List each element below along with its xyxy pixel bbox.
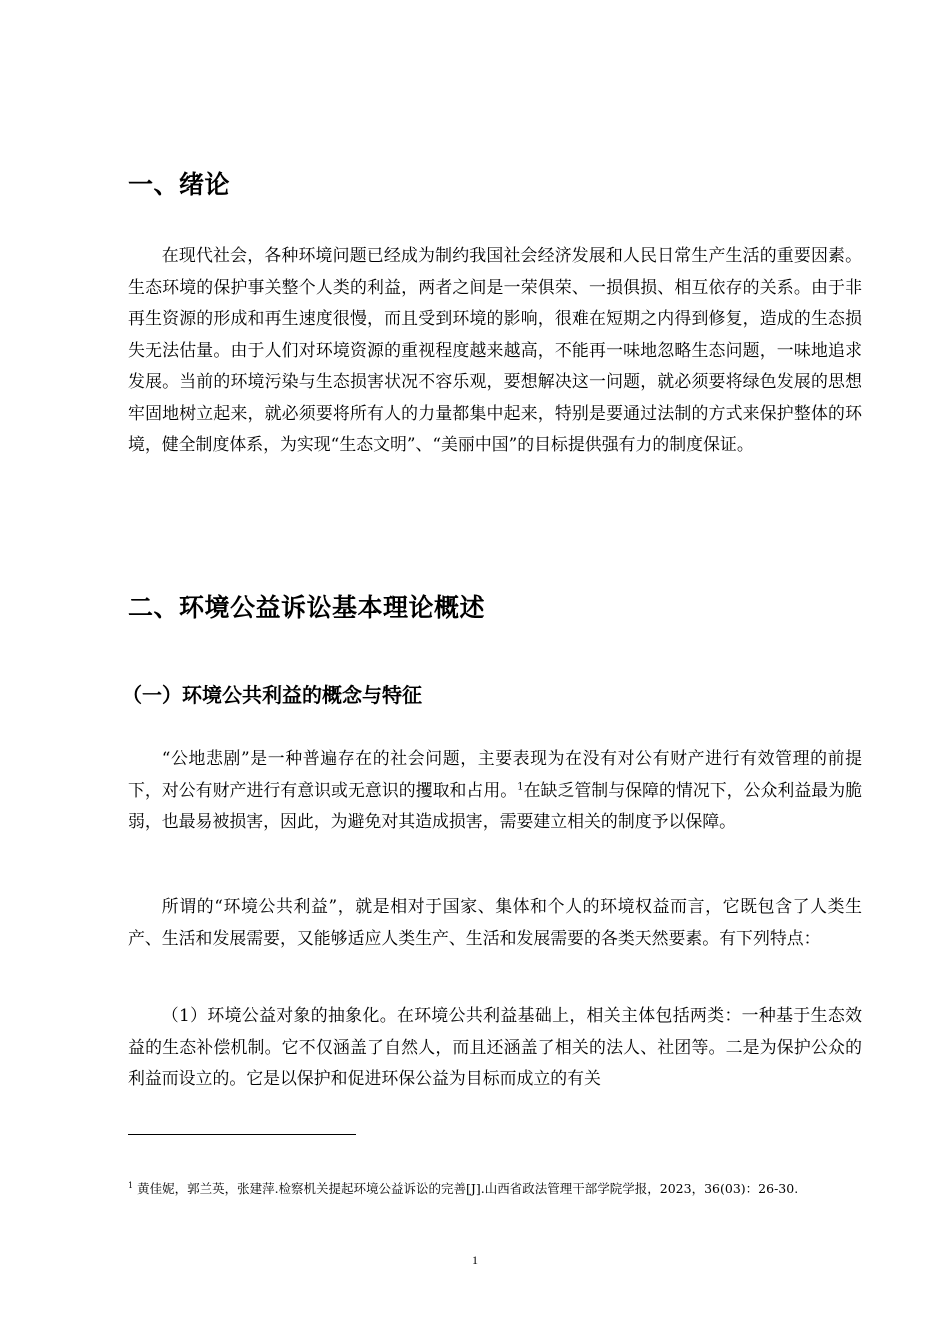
paragraph-feature-1: （1）环境公益对象的抽象化。在环境公共利益基础上，相关主体包括两类：一种基于生态效益的生态补偿机制。它不仅涵盖了自然人，而且还涵盖了相关的法人、社团等。二是为保护公众的利益而设立的。它是以保护和促进环保公益为目标而成立的有关	[128, 1005, 862, 1088]
footnote-text: 黄佳妮，郭兰英，张建萍.检察机关提起环境公益诉讼的完善[J].山西省政法管理干部学院学报，2023，36(03)：26-30.	[133, 1181, 799, 1197]
section-heading-theory: 二、环境公益诉讼基本理论概述	[128, 593, 486, 622]
paragraph-text: 在缺乏管制与保障的情况下，公众利益最为脆弱，也最易被损害，因此，为避免对其造成损害，需要建立相关的制度予以保障。	[128, 779, 863, 831]
section-heading-introduction: 一、绪论	[128, 170, 231, 199]
footnote-separator	[128, 1134, 356, 1135]
subsection-heading: （一）环境公共利益的概念与特征	[122, 683, 422, 707]
intro-paragraph: 在现代社会，各种环境问题已经成为制约我国社会经济发展和人民日常生产生活的重要因素。生态环境的保护事关整个人类的利益，两者之间是一荣俱荣、一损俱损、相互依存的关系。由于非再生资源的形成和再生速度很慢，而且受到环境的影响，很难在短期之内得到修复，造成的生态损失无法估量。由于人们对环境资源的重视程度越来越高，不能再一味地忽略生态问题，一味地追求发展。当前的环境污染与生态损害状况不容乐观，要想解决这一问题，就必须要将绿色发展的思想牢固地树立起来，就必须要将所有人的力量都集中起来，特别是要通过法制的方式来保护整体的环境，健全制度体系，为实现“生态文明”、“美丽中国”的目标提供强有力的制度保证。	[128, 245, 862, 454]
footnote-reference[interactable]: 1	[517, 780, 524, 792]
paragraph-tragedy-of-commons	[128, 743, 862, 838]
paragraph-text: “公地悲剧”是一种普遍存在的社会问题，主要表现为在没有对公有财产进行有效管理的前提下，对公有财产进行有意识或无意识的攫取和占用。	[128, 748, 862, 800]
page-number: 1	[472, 1253, 478, 1267]
footnote	[128, 1163, 858, 1212]
paragraph-public-interest-definition: 所谓的“环境公共利益”，就是相对于国家、集体和个人的环境权益而言，它既包含了人类生产、生活和发展需要，又能够适应人类生产、生活和发展需要的各类天然要素。有下列特点：	[128, 896, 862, 948]
footnote-number: 1	[128, 1181, 134, 1190]
